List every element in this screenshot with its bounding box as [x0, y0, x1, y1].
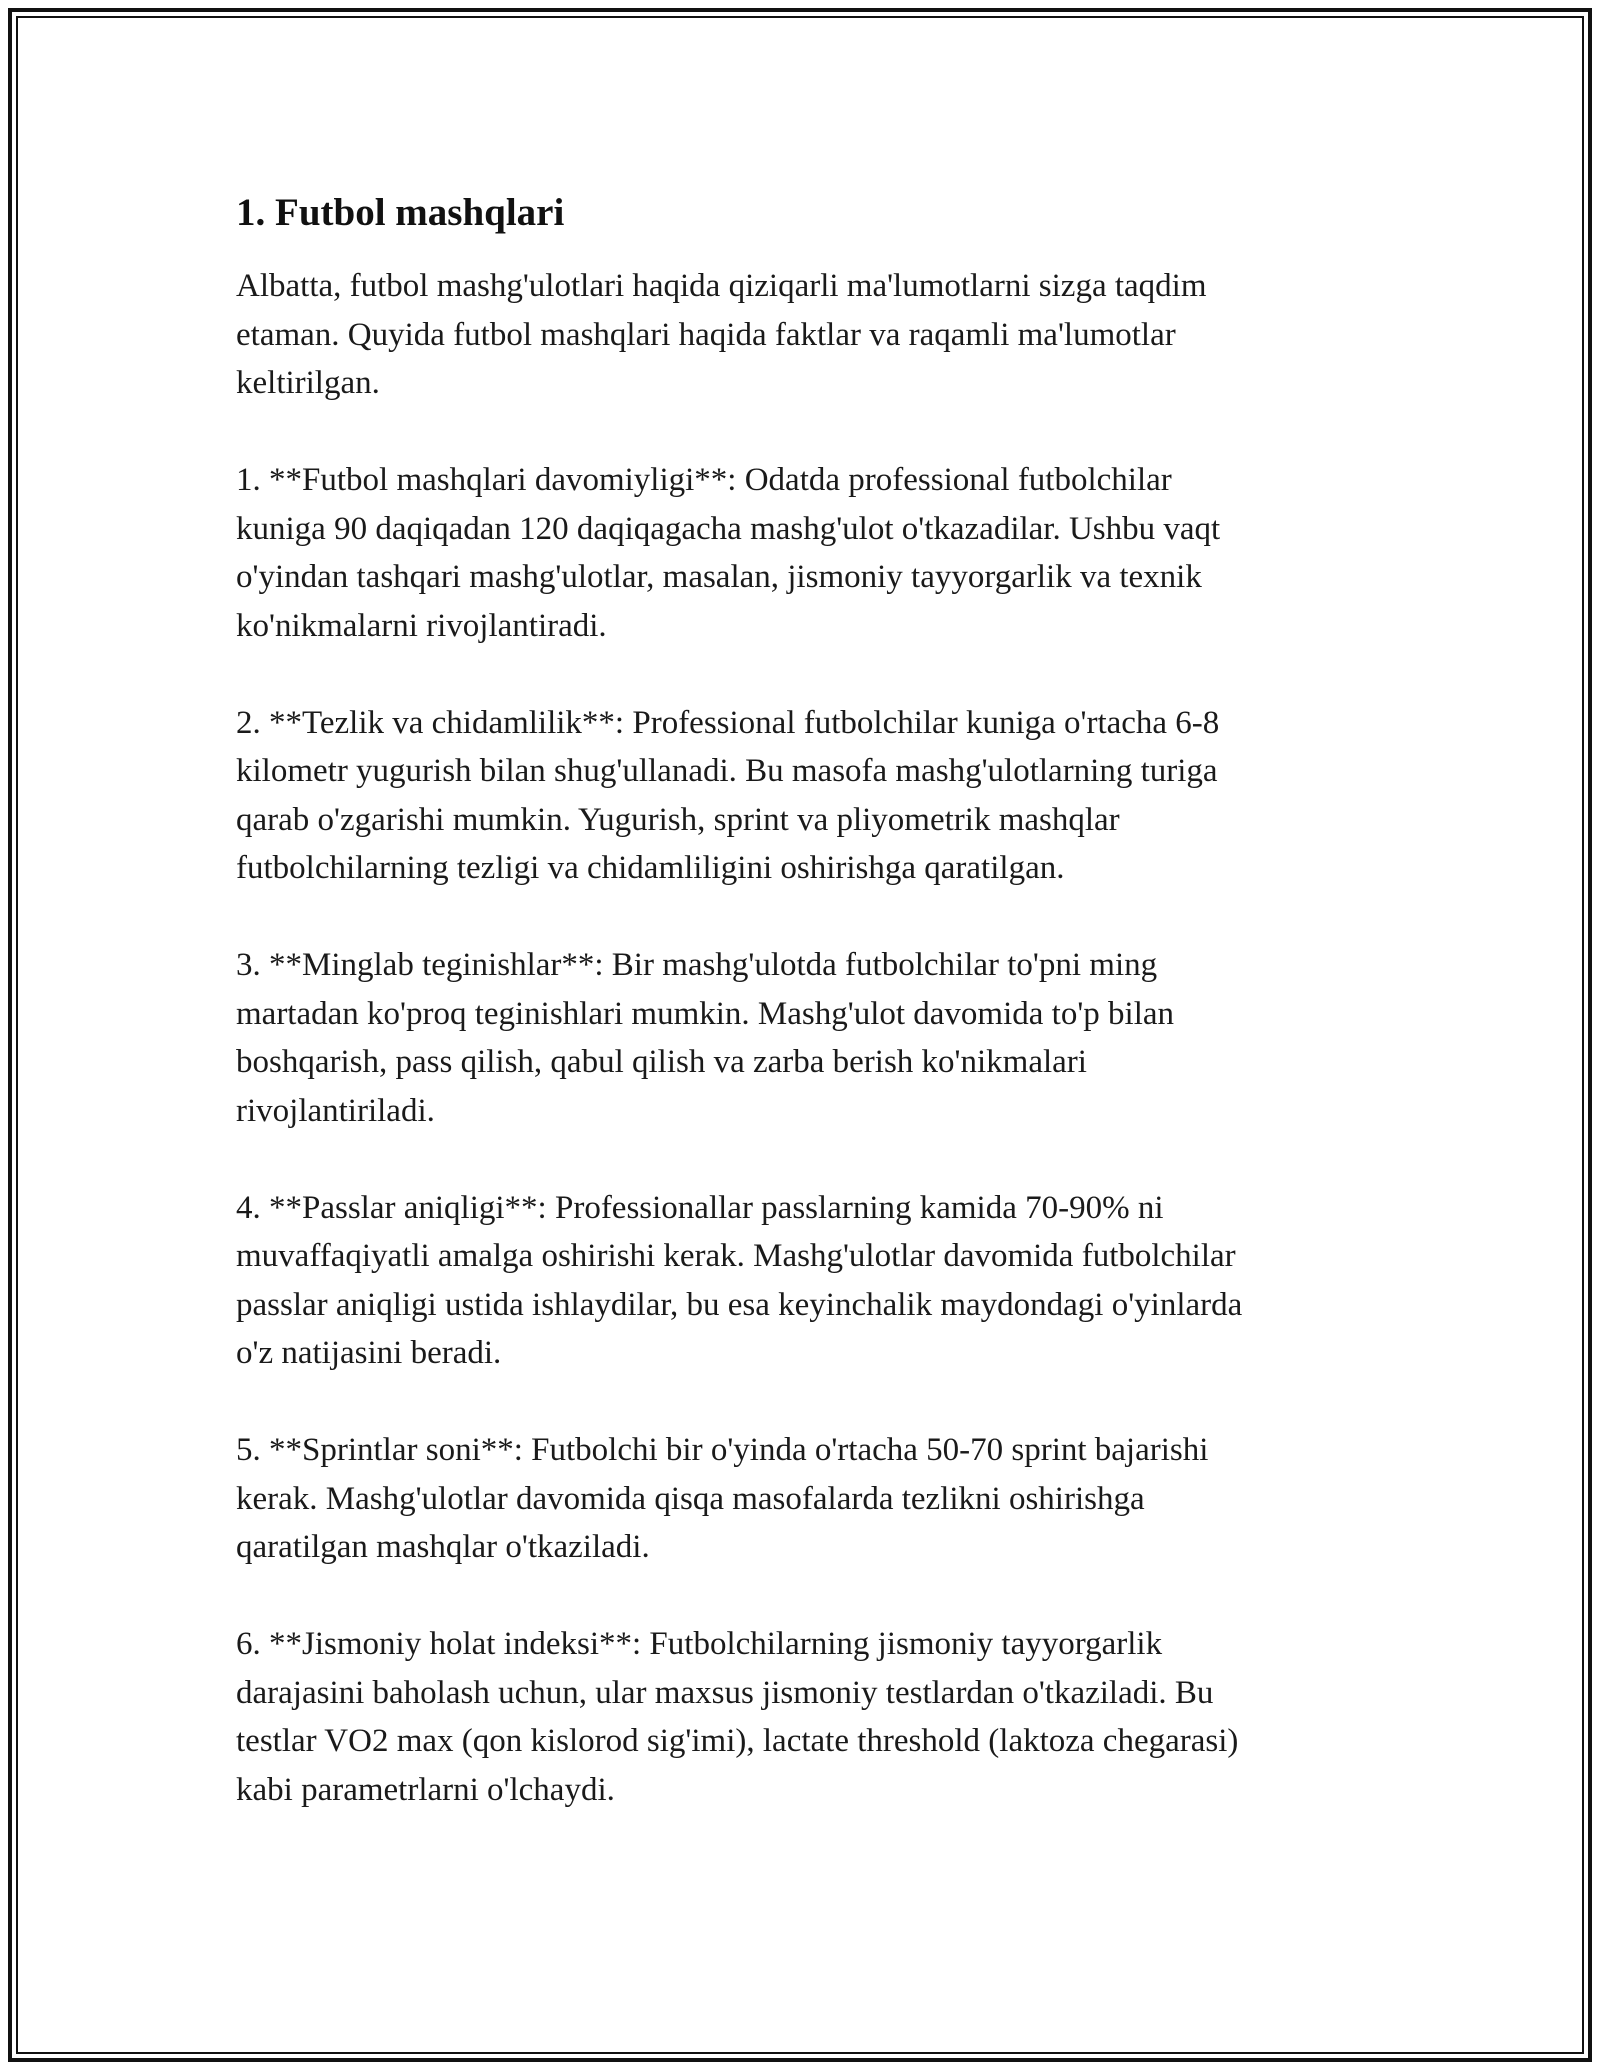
- section-heading: 1. Futbol mashqlari: [236, 191, 565, 234]
- list-item-5: 5. **Sprintlar soni**: Futbolchi bir o'yinda o'rtacha 50-70 sprint bajarishi kerak. Mashg'ulotlar davomida qisqa masofalarda tezlikni oshirishga qaratilgan mashqlar o'tkaziladi.: [236, 1432, 1209, 1565]
- list-item-2: 2. **Tezlik va chidamlilik**: Professional futbolchilar kuniga o'rtacha 6-8 kilometr yugurish bilan shug'ullanadi. Bu masofa mashg'ulotlarning turiga qarab o'zgarishi mumkin. Yugurish, sprint va pliyometrik mashqlar futbolchilarning tezligi va chidamliligini oshirishga qaratilgan.: [236, 704, 1220, 886]
- list-item-6: 6. **Jismoniy holat indeksi**: Futbolchilarning jismoniy tayyorgarlik darajasini baholash uchun, ular maxsus jismoniy testlardan o'tkaziladi. Bu testlar VO2 max (qon kislorod sig'imi), lactate threshold (laktoza chegarasi) kabi parametrlarni o'lchaydi.: [236, 1626, 1239, 1808]
- intro-paragraph: Albatta, futbol mashg'ulotlari haqida qiziqarli ma'lumotlarni sizga taqdim etaman. Quyida futbol mashqlari haqida faktlar va raqamli ma'lumotlar keltirilgan.: [236, 268, 1207, 401]
- list-item-3: 3. **Minglab teginishlar**: Bir mashg'ulotda futbolchilar to'pni ming martadan ko'proq teginishlari mumkin. Mashg'ulot davomida to'p bilan boshqarish, pass qilish, qabul qilish va zarba berish ko'nikmalari rivojlantiriladi.: [236, 947, 1175, 1129]
- list-item-1: 1. **Futbol mashqlari davomiyligi**: Odatda professional futbolchilar kuniga 90 daqiqadan 120 daqiqagacha mashg'ulot o'tkazadilar. Ushbu vaqt o'yindan tashqari mashg'ulotlar, masalan, jismoniy tayyorgarlik va texnik ko'nikmalarni rivojlantiradi.: [236, 462, 1221, 644]
- list-item-4: 4. **Passlar aniqligi**: Professionallar passlarning kamida 70-90% ni muvaffaqiyatli amalga oshirishi kerak. Mashg'ulotlar davomida futbolchilar passlar aniqligi ustida ishlaydilar, bu esa keyinchalik maydondagi o'yinlarda o'z natijasini beradi.: [236, 1189, 1243, 1371]
- document-body: [236, 186, 1366, 1814]
